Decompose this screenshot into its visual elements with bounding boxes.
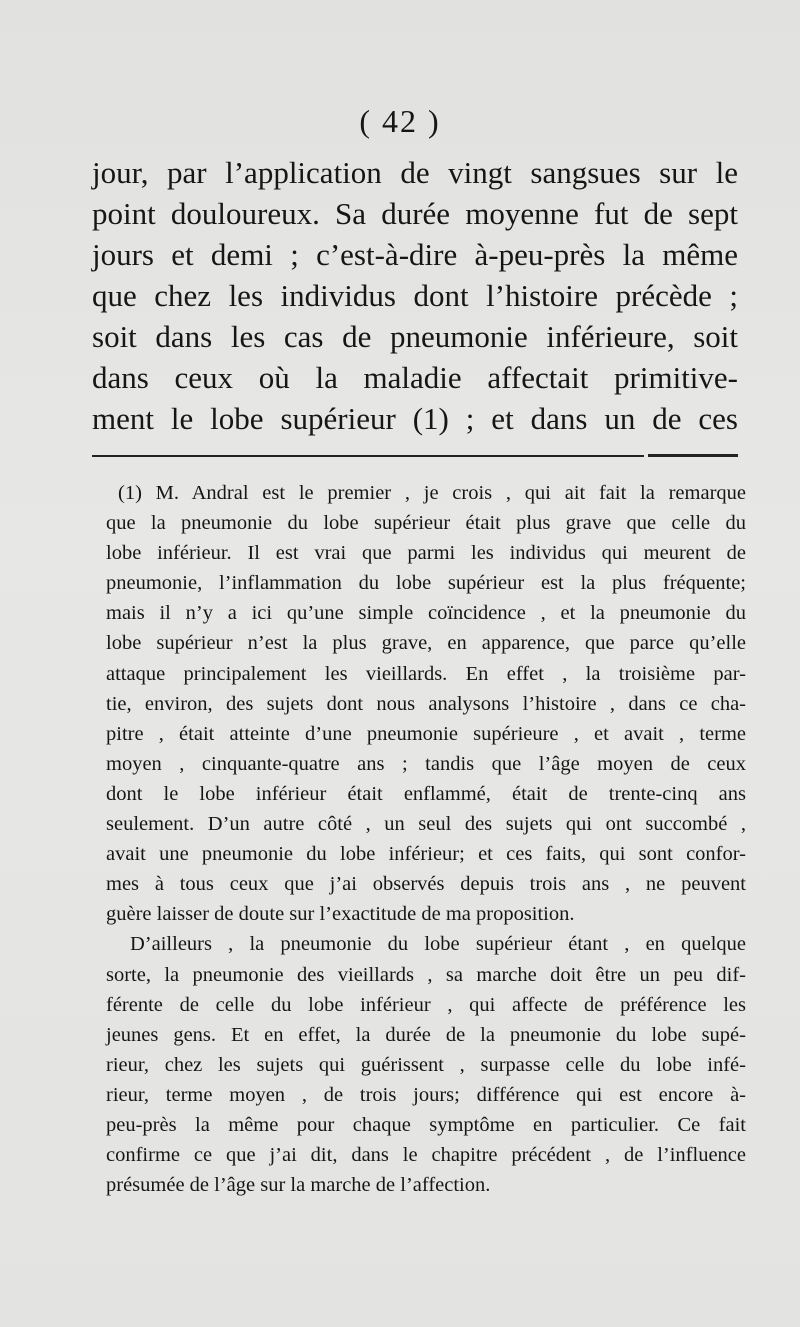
footnote-line: attaque principalement les vieillards. En effet , la troisième par- — [106, 662, 746, 685]
footnote-line: rieur, chez les sujets qui guérissent , surpasse celle du lobe infé- — [106, 1053, 746, 1076]
footnote-line: avait une pneumonie du lobe inférieur; et ces faits, qui sont confor- — [106, 843, 746, 866]
main-text-line: point douloureux. Sa durée moyenne fut de sept — [92, 196, 738, 231]
footnote-line: férente de celle du lobe inférieur , qui affecte de préférence les — [106, 993, 746, 1016]
footnote-rule-right — [648, 454, 738, 457]
main-text-line: jours et demi ; c’est-à-dire à-peu-près la même — [92, 237, 738, 272]
footnote-line: pneumonie, l’inflammation du lobe supérieur est la plus fréquente; — [106, 572, 746, 595]
footnote-line: présumée de l’âge sur la marche de l’affection. — [106, 1174, 491, 1197]
footnote-line: tie, environ, des sujets dont nous analysons l’histoire , dans ce cha- — [106, 692, 746, 715]
footnote-line: D’ailleurs , la pneumonie du lobe supérieur étant , en quelque — [130, 933, 746, 956]
main-text-line: dans ceux où la maladie affectait primitive- — [92, 360, 738, 395]
footnote-line: jeunes gens. Et en effet, la durée de la pneumonie du lobe supé- — [106, 1023, 746, 1046]
main-text-line: que chez les individus dont l’histoire précède ; — [92, 278, 738, 313]
main-text-line: soit dans les cas de pneumonie inférieure, soit — [92, 319, 738, 354]
main-text — [92, 152, 738, 439]
footnote-line: lobe inférieur. Il est vrai que parmi les individus qui meurent de — [106, 542, 746, 565]
footnote — [106, 478, 746, 1200]
page-number: ( 42 ) — [359, 103, 441, 139]
footnote-line: lobe supérieur n’est la plus grave, en apparence, que parce qu’elle — [106, 632, 746, 655]
main-text-line: jour, par l’application de vingt sangsues sur le — [92, 155, 738, 190]
footnote-line: rieur, terme moyen , de trois jours; différence qui est encore à- — [106, 1083, 746, 1106]
main-text-line: ment le lobe supérieur (1) ; et dans un de ces — [92, 401, 738, 436]
footnote-line: pitre , était atteinte d’une pneumonie supérieure , et avait , terme — [106, 722, 746, 745]
footnote-rule-left — [92, 455, 644, 457]
footnote-line: confirme ce que j’ai dit, dans le chapitre précédent , de l’influence — [106, 1144, 746, 1167]
footnote-line: que la pneumonie du lobe supérieur était plus grave que celle du — [106, 512, 746, 535]
footnote-line: (1) M. Andral est le premier , je crois , qui ait fait la remarque — [118, 482, 746, 504]
footnote-line: mes à tous ceux que j’ai observés depuis trois ans , ne peuvent — [106, 873, 746, 896]
footnote-line: guère laisser de doute sur l’exactitude de ma proposition. — [106, 903, 575, 926]
footnote-line: dont le lobe inférieur était enflammé, était de trente-cinq ans — [106, 782, 746, 805]
footnote-line: seulement. D’un autre côté , un seul des sujets qui ont succombé , — [106, 813, 746, 836]
footnote-line: mais il n’y a ici qu’une simple coïncidence , et la pneumonie du — [106, 602, 746, 625]
footnote-line: peu-près la même pour chaque symptôme en particulier. Ce fait — [106, 1113, 746, 1136]
footnote-line: moyen , cinquante-quatre ans ; tandis que l’âge moyen de ceux — [106, 752, 746, 775]
footnote-line: sorte, la pneumonie des vieillards , sa marche doit être un peu dif- — [106, 963, 746, 986]
